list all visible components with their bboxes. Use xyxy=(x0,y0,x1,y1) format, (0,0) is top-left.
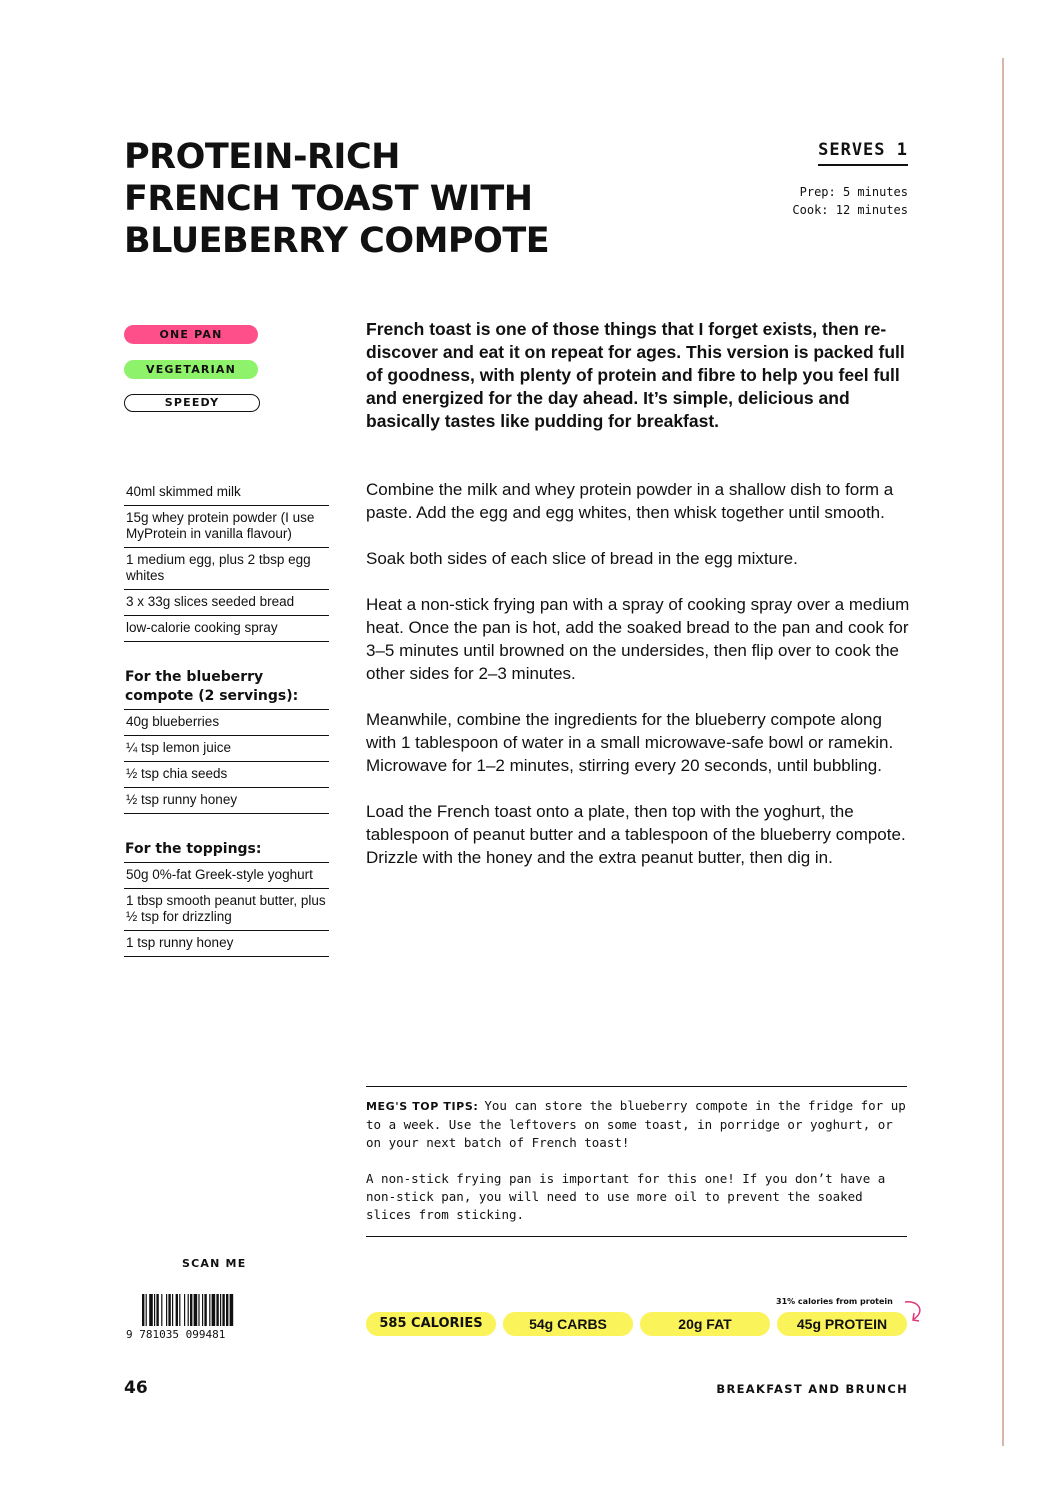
spacer xyxy=(124,642,329,668)
ingredient-item: 1 tbsp smooth peanut butter, plus ½ tsp for drizzling xyxy=(124,889,329,931)
title-line: FRENCH TOAST WITH xyxy=(124,179,533,219)
barcode-bar xyxy=(188,1294,189,1326)
recipe-times xyxy=(792,183,908,219)
ingredient-item: ½ tsp chia seeds xyxy=(124,762,329,788)
barcode-bar xyxy=(172,1294,173,1326)
method-step: Load the French toast onto a plate, then top with the yoghurt, the tablespoon of peanut butter and a tablespoon of the blueberry compote. Drizzle with the honey and the extra peanut butter, then dig in. xyxy=(366,802,906,867)
ingredient-item: 50g 0%-fat Greek-style yoghurt xyxy=(124,863,329,889)
ingredient-item: 1 medium egg, plus 2 tbsp egg whites xyxy=(124,548,329,590)
barcode-bar xyxy=(184,1294,185,1326)
tip-2: A non-stick frying pan is important for this one! If you don’t have a non-stick pan, you will need to use more oil to prevent the soaked slices from sticking. xyxy=(366,1171,886,1222)
method-step: Heat a non-stick frying pan with a spray of cooking spray over a medium heat. Once the pan is hot, add the soaked bread to the pan and cook for 3–5 minutes until browned on the undersides, then flip over to cook the other sides for 2–3 minutes. xyxy=(366,595,910,683)
barcode-bar xyxy=(179,1294,180,1326)
title-line: PROTEIN-RICH xyxy=(124,137,400,177)
page-edge-line xyxy=(1002,58,1004,1446)
ingredients-list xyxy=(124,480,329,957)
calories-pill: 585 CALORIES xyxy=(366,1312,496,1336)
method-step: Meanwhile, combine the ingredients for the blueberry compote along with 1 tablespoon of water in a small microwave-safe bowl or ramekin. Microwave for 1–2 minutes, stirring every 20 seconds, until bubbling. xyxy=(366,710,894,775)
method-step: Soak both sides of each slice of bread in the egg mixture. xyxy=(366,549,798,568)
carbs-pill: 54g CARBS xyxy=(503,1312,633,1336)
barcode-bar xyxy=(149,1294,153,1326)
tips-label: MEG'S TOP TIPS: xyxy=(366,1100,479,1113)
barcode-bar xyxy=(142,1294,144,1326)
barcode-bar xyxy=(194,1294,198,1326)
title-line: BLUEBERRY COMPOTE xyxy=(124,221,550,261)
barcode-bar xyxy=(168,1294,170,1326)
barcode-bar xyxy=(209,1294,210,1326)
ingredient-item: ½ tsp runny honey xyxy=(124,788,329,814)
barcode-bar xyxy=(230,1294,234,1326)
recipe-title xyxy=(124,136,684,262)
barcode-bar xyxy=(198,1294,199,1326)
barcode-bar xyxy=(176,1294,178,1326)
barcode-bar xyxy=(226,1294,228,1326)
fat-pill: 20g FAT xyxy=(640,1312,770,1336)
barcode-bar xyxy=(220,1294,221,1326)
protein-pill: 45g PROTEIN xyxy=(777,1312,907,1336)
ingredient-item: low-calorie cooking spray xyxy=(124,616,329,642)
ingredient-item: 1 tsp runny honey xyxy=(124,931,329,957)
ingredient-item: ¼ tsp lemon juice xyxy=(124,736,329,762)
ingredient-item: 3 x 33g slices seeded bread xyxy=(124,590,329,616)
tag-one-pan: ONE PAN xyxy=(124,325,258,344)
barcode-bar xyxy=(161,1294,162,1326)
top-tips-box xyxy=(366,1086,907,1237)
compote-heading: For the blueberry compote (2 servings): xyxy=(124,668,329,710)
scan-me-label: SCAN ME xyxy=(182,1257,247,1270)
method-step: Combine the milk and whey protein powder in a shallow dish to form a paste. Add the egg and egg whites, then whisk together until smooth. xyxy=(366,480,894,522)
barcode-bar xyxy=(156,1294,158,1326)
ingredient-item: 15g whey protein powder (I use MyProtein in vanilla flavour) xyxy=(124,506,329,548)
barcode-digits: 9 781035 099481 xyxy=(126,1328,226,1340)
tag-speedy: SPEEDY xyxy=(124,394,260,412)
spacer xyxy=(124,814,329,840)
cook-time: Cook: 12 minutes xyxy=(792,203,908,217)
barcode-bar xyxy=(190,1294,192,1326)
protein-note: 31% calories from protein xyxy=(776,1297,893,1306)
ingredient-item: 40g blueberries xyxy=(124,710,329,736)
barcode-bar xyxy=(222,1294,224,1326)
ingredient-item: 40ml skimmed milk xyxy=(124,480,329,506)
serves-label: SERVES 1 xyxy=(818,140,908,166)
tip-1 xyxy=(366,1097,907,1152)
section-name: BREAKFAST AND BRUNCH xyxy=(716,1382,908,1396)
intro-text: French toast is one of those things that I forget exists, then re-discover and eat it on repeat for ages. This version is packed full of goodness, with plenty of protein and fibre to help you feel full and energized for the day ahead. It’s simple, delicious and basically tastes like pudding for breakfast. xyxy=(366,319,905,431)
toppings-heading: For the toppings: xyxy=(124,840,329,863)
barcode-bar xyxy=(146,1294,147,1326)
barcode-bar xyxy=(212,1294,216,1326)
tip-text: You can store the blueberry compote in the fridge for up to a week. Use the leftovers on some toast, in porridge or yoghurt, or on your next batch of French toast! xyxy=(366,1098,906,1150)
barcode-bar xyxy=(216,1294,218,1326)
prep-time: Prep: 5 minutes xyxy=(799,185,908,199)
barcode-bar xyxy=(204,1294,206,1326)
method-steps xyxy=(366,478,911,892)
barcode-bar xyxy=(154,1294,155,1326)
barcode-bar xyxy=(166,1294,167,1326)
barcode-bar xyxy=(202,1294,203,1326)
page-number: 46 xyxy=(124,1378,148,1398)
barcode-icon xyxy=(124,1284,302,1340)
tag-vegetarian: VEGETARIAN xyxy=(124,360,258,379)
